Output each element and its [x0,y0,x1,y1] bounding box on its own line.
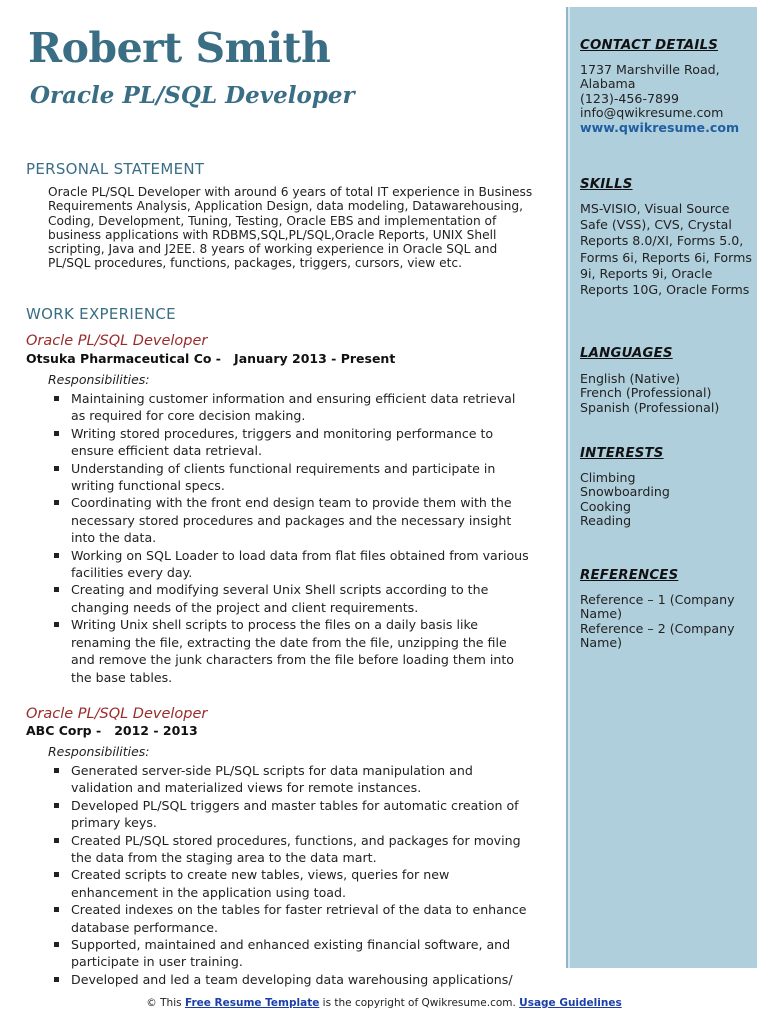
candidate-title: Oracle PL/SQL Developer [30,82,355,109]
bullet-item: Understanding of clients functional requirements and participate in writing functional specs. [51,460,531,495]
footer-prefix: © This [146,997,185,1009]
candidate-name: Robert Smith [28,24,331,72]
section-heading-work-experience: WORK EXPERIENCE [26,305,176,323]
bullet-item: Supported, maintained and enhanced existing financial software, and participate in user training. [51,936,531,971]
sidebar-heading-contact: CONTACT DETAILS [580,38,719,53]
bullet-item: Working on SQL Loader to load data from flat files obtained from various facilities every day. [51,547,531,582]
job-title: Oracle PL/SQL Developer [26,333,208,349]
bullet-item: Creating and modifying several Unix Shell scripts according to the changing needs of the project and client requirements. [51,581,531,616]
personal-statement-text: Oracle PL/SQL Developer with around 6 years of total IT experience in Business Requirements Analysis, Application Design, data modeling, Datawarehousing, Coding, Development, Tuning, Testing, Oracle EBS and implementation of business applications with RDBMS,SQL,PL/SQL,Oracle Reports, UNIX Shell scripting, Java and J2EE. 8 years of working experience in Oracle SQL and PL/SQL procedures, functions, packages, triggers, cursors, view etc. [48,185,533,271]
bullet-item: Developed and led a team developing data warehousing applications/ [51,971,531,988]
job-company: Otsuka Pharmaceutical Co - January 2013 - Present [26,351,396,366]
bullet-item: Generated server-side PL/SQL scripts for data manipulation and validation and materialized views for remote instances. [51,762,531,797]
responsibilities-label: Responsibilities: [48,372,150,387]
job-company: ABC Corp - 2012 - 2013 [26,723,198,738]
skills-text: MS-VISIO, Visual Source Safe (VSS), CVS, Crystal Reports 8.0/XI, Forms 5.0, Forms 6i, Reports 6i, Forms 9i, Reports 9i, Oracle Reports 10G, Oracle Forms [580,201,752,298]
bullet-item: Coordinating with the front end design team to provide them with the necessary stored procedures and packages and the necessary insight into the data. [51,494,531,546]
contact-address-line1: 1737 Marshville Road, [580,62,720,77]
language-item: English (Native) [580,371,681,386]
footer-copyright [0,997,768,1009]
interest-item: Cooking [580,498,631,514]
interests-list [580,471,752,529]
reference-item: Reference – 1 (Company Name) [580,592,735,622]
usage-guidelines-link[interactable]: Usage Guidelines [519,997,622,1009]
bullet-item: Writing stored procedures, triggers and monitoring performance to ensure efficient data retrieval. [51,425,531,460]
bullet-item: Maintaining customer information and ensuring efficient data retrieval as required for core decision making. [51,390,531,425]
bullet-item: Developed PL/SQL triggers and master tables for automatic creation of primary keys. [51,797,531,832]
contact-email[interactable]: info@qwikresume.com [580,105,724,121]
language-item: Spanish (Professional) [580,399,720,415]
free-resume-template-link[interactable]: Free Resume Template [184,997,320,1009]
job-bullets [51,762,531,988]
contact-phone: (123)-456-7899 [580,90,680,106]
sidebar-heading-references: REFERENCES [580,568,679,583]
interest-item: Reading [580,513,632,529]
interest-item: Climbing [580,470,636,485]
bullet-item: Created indexes on the tables for faster retrieval of the data to enhance database performance. [51,901,531,936]
contact-address-line2: Alabama [580,76,636,92]
sidebar-heading-skills: SKILLS [580,177,633,192]
bullet-item: Created scripts to create new tables, views, queries for new enhancement in the application using toad. [51,866,531,901]
footer-middle: is the copyright of Qwikresume.com. [319,997,520,1009]
sidebar-heading-interests: INTERESTS [580,446,664,461]
contact-block [580,63,752,135]
responsibilities-label: Responsibilities: [48,744,150,759]
bullet-item: Created PL/SQL stored procedures, functions, and packages for moving the data from the staging area to the data mart. [51,832,531,867]
language-item: French (Professional) [580,385,712,401]
references-list [580,593,752,651]
section-heading-personal-statement: PERSONAL STATEMENT [26,160,205,178]
bullet-item: Writing Unix shell scripts to process the files on a daily basis like renaming the file, extracting the date from the file, unzipping the file and remove the junk characters from the file before loading them into the base tables. [51,616,531,686]
sidebar-heading-languages: LANGUAGES [580,346,673,361]
reference-item: Reference – 2 (Company Name) [580,620,735,651]
job-bullets [51,390,531,686]
languages-list [580,372,752,415]
contact-website[interactable]: www.qwikresume.com [580,119,740,135]
interest-item: Snowboarding [580,484,670,500]
job-title: Oracle PL/SQL Developer [26,706,208,722]
